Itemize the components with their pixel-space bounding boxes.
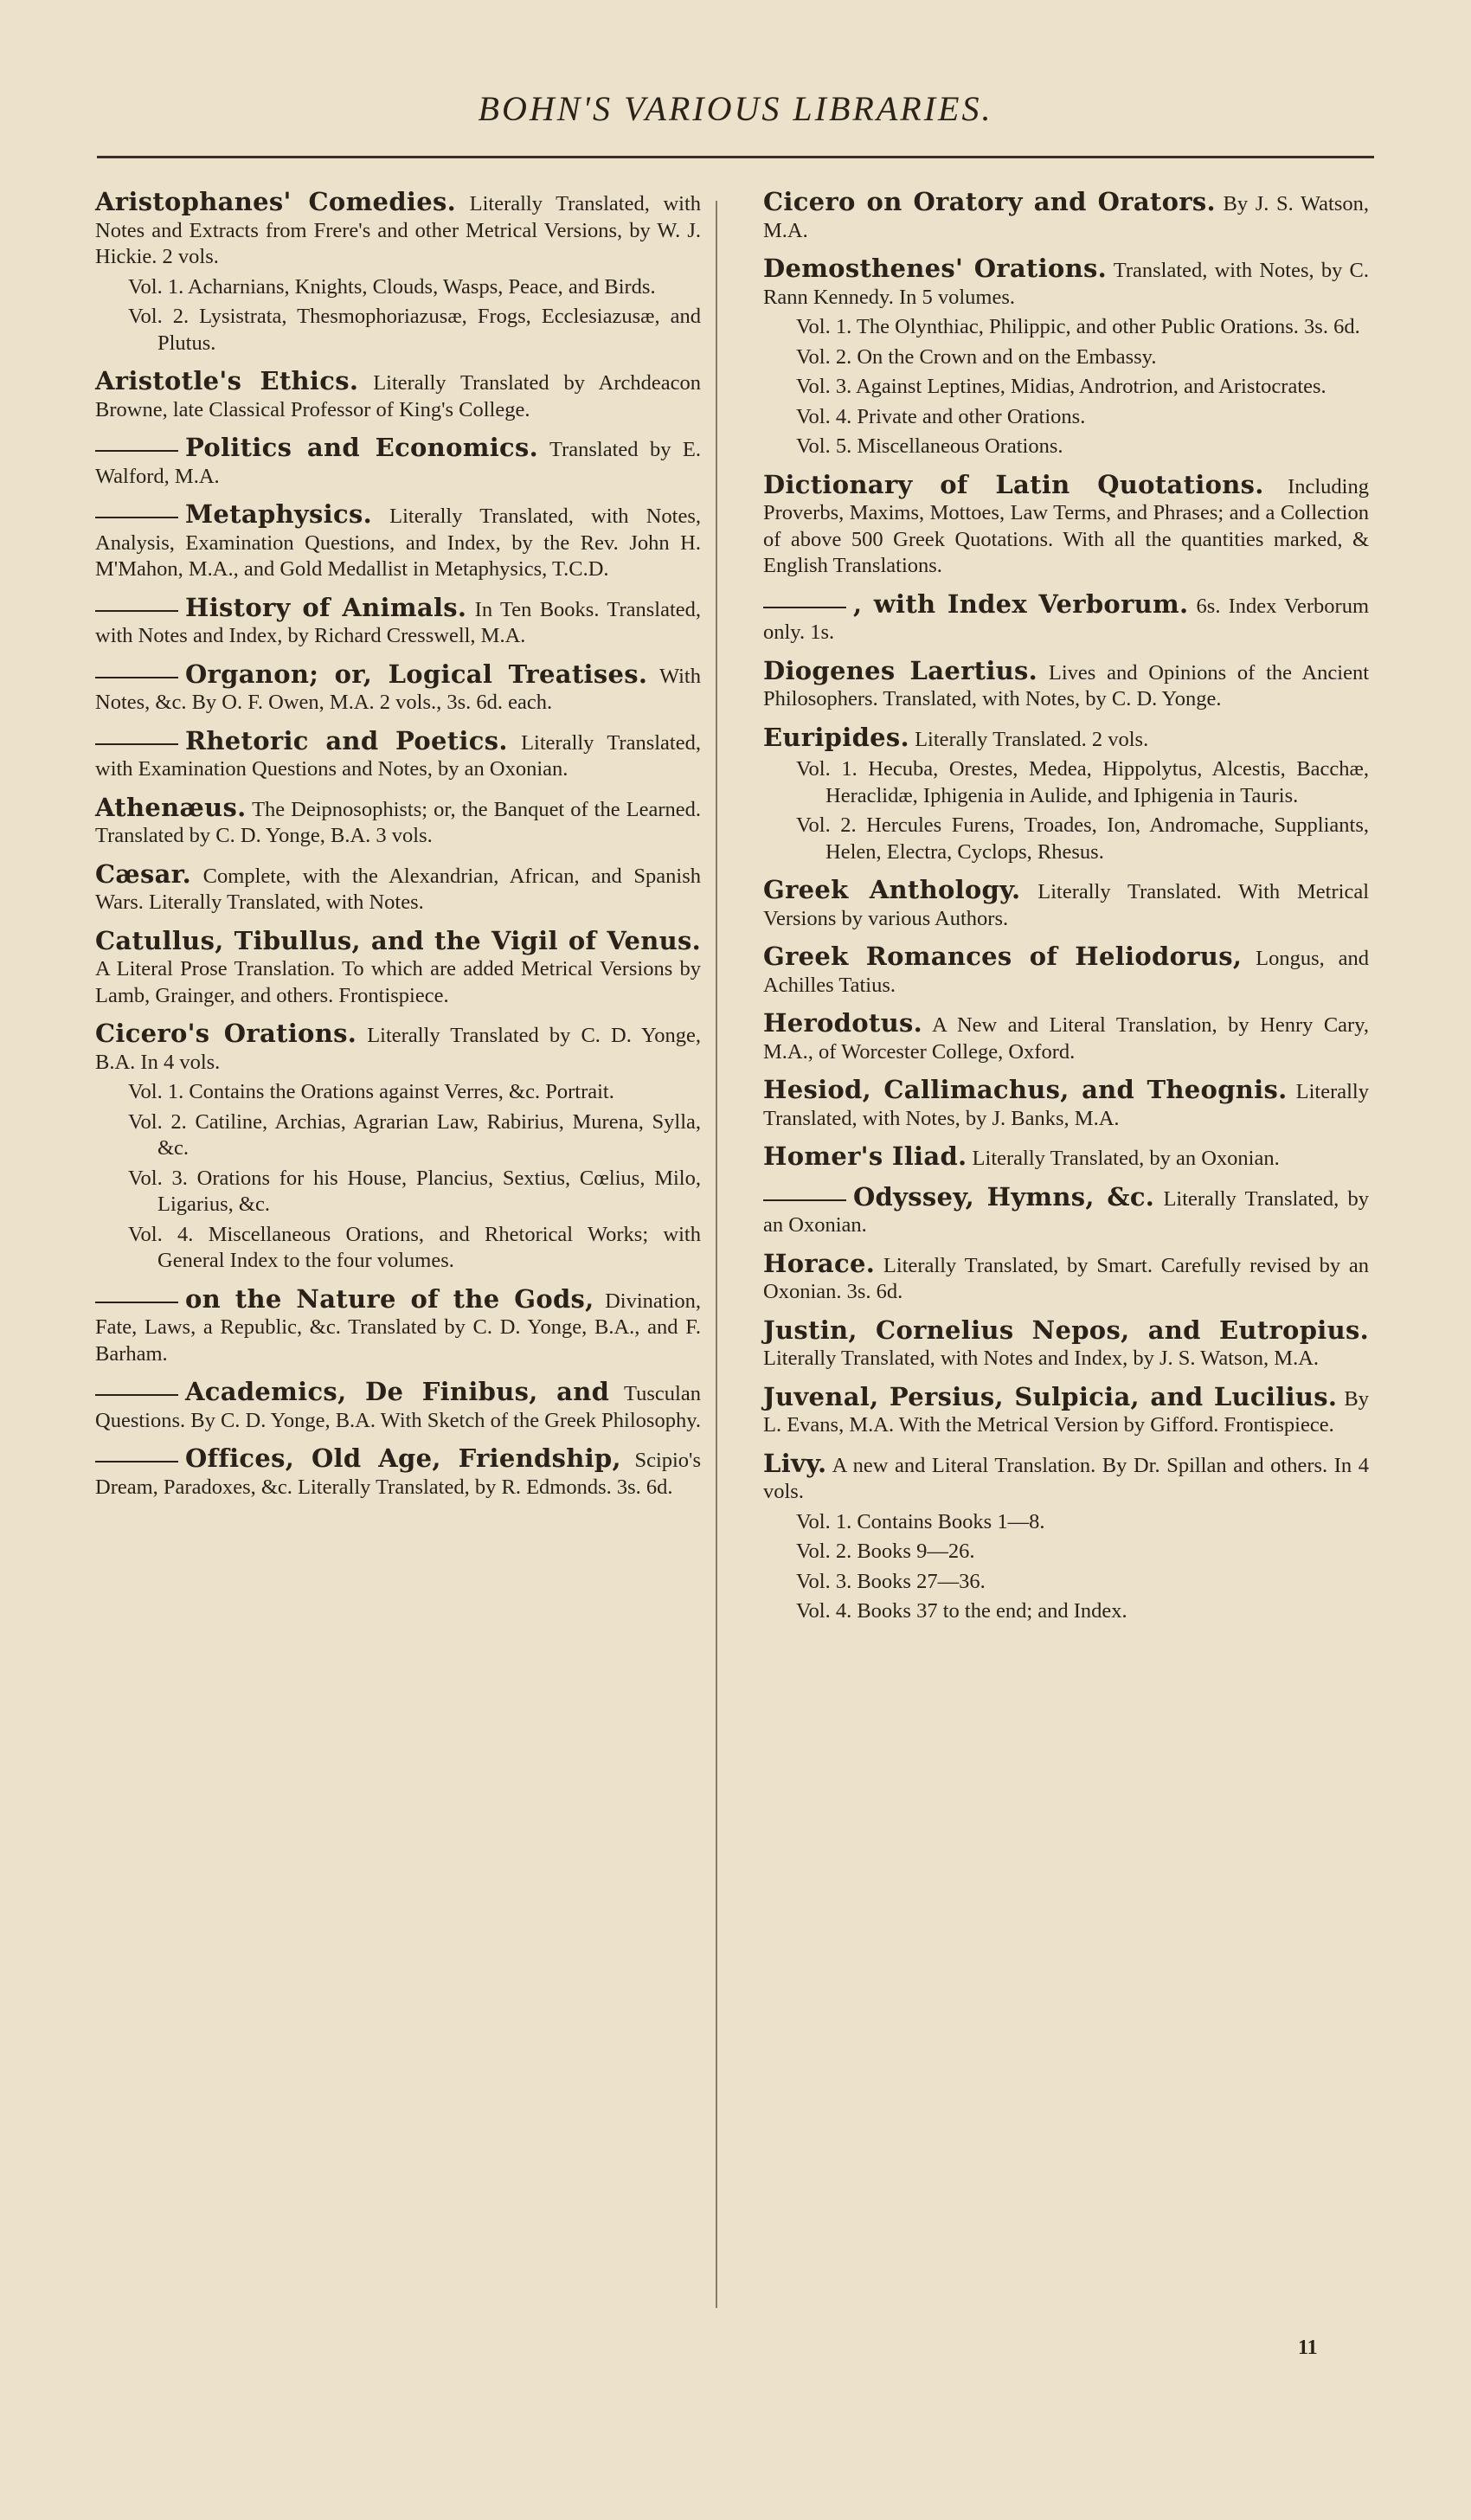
ditto-dash — [95, 677, 178, 678]
entry-description: Longus, and Achilles Tatius. — [763, 947, 1369, 997]
entry-description: With Notes, &c. By O. F. Owen, M.A. 2 vols., 3s. 6d. each. — [95, 664, 701, 714]
entry-title: Diogenes Laertius. — [763, 655, 1038, 685]
entry-title: Offices, Old Age, Friendship, — [185, 1443, 621, 1473]
catalogue-entry — [763, 255, 1369, 460]
volume-list — [128, 274, 701, 357]
ditto-dash — [763, 607, 846, 608]
entry-title: Cicero on Oratory and Orators. — [763, 187, 1216, 216]
entry-title: Politics and Economics. — [185, 433, 538, 462]
entry-title: Greek Anthology. — [763, 875, 1021, 904]
ditto-dash — [95, 1394, 178, 1396]
column-divider — [716, 201, 717, 2308]
entry-title: Demosthenes' Orations. — [763, 254, 1107, 283]
catalogue-entry — [95, 1020, 701, 1275]
catalogue-entry — [763, 1317, 1369, 1372]
ditto-dash — [95, 1302, 178, 1303]
entry-description: In Ten Books. Translated, with Notes and Index, by Richard Cresswell, M.A. — [95, 597, 702, 647]
entry-title: Aristotle's Ethics. — [95, 366, 359, 395]
volume-item: Vol. 3. Orations for his House, Plancius, Sextius, Cœlius, Milo, Ligarius, &c. — [128, 1166, 701, 1216]
catalogue-entry — [95, 189, 701, 357]
entry-title: Horace. — [763, 1248, 876, 1278]
entry-title: Rhetoric and Poetics. — [185, 725, 508, 755]
entry-description: Literally Translated, with Notes, by J. Banks, M.A. — [763, 1080, 1369, 1130]
volume-item: Vol. 1. Contains the Orations against Verres, &c. Portrait. — [128, 1080, 614, 1103]
entry-title: History of Animals. — [185, 592, 467, 622]
entry-title: on the Nature of the Gods, — [185, 1283, 594, 1314]
header-rule — [97, 156, 1374, 158]
volume-item: Vol. 2. Hercules Furens, Troades, Ion, Andromache, Suppliants, Helen, Electra, Cyclops, Rhesus. — [796, 813, 1369, 864]
catalogue-entry — [95, 794, 701, 850]
entry-description: Literally Translated, with Notes and Index, by J. S. Watson, M.A. — [763, 1347, 1320, 1370]
entry-title: Odyssey, Hymns, &c. — [853, 1181, 1155, 1212]
entry-description: Literally Translated, with Examination Questions and Notes, by an Oxonian. — [95, 730, 701, 781]
catalogue-entry — [763, 724, 1369, 866]
volume-item: Vol. 1. Hecuba, Orestes, Medea, Hippolytus, Alcestis, Bacchæ, Heraclidæ, Iphigenia in Aulide, and Iphigenia in Tauris. — [796, 757, 1369, 807]
entry-description: A New and Literal Translation, by Henry Cary, M.A., of Worcester College, Oxford. — [763, 1013, 1369, 1064]
entry-description: Literally Translated. With Metrical Versions by various Authors. — [763, 880, 1370, 930]
page-header: BOHN'S VARIOUS LIBRARIES. — [478, 89, 993, 128]
catalogue-entry — [95, 434, 701, 490]
catalogue-entry — [95, 501, 701, 583]
volume-item: Vol. 4. Books 37 to the end; and Index. — [796, 1599, 1127, 1623]
entry-title: , with Index Verborum. — [853, 588, 1189, 619]
catalogue-entry — [95, 1379, 701, 1434]
catalogue-entry — [95, 858, 701, 916]
entry-description: Lives and Opinions of the Ancient Philosophers. Translated, with Notes, by C. D. Yonge. — [763, 660, 1369, 710]
catalogue-entry — [763, 1450, 1369, 1625]
entry-description: Literally Translated, with Notes and Extracts from Frere's and other Metrical Versions, by W. J. Hickie. 2 vols. — [95, 192, 702, 268]
entry-title: Catullus, Tibullus, and the Vigil of Venus. — [95, 925, 701, 955]
entry-title: Cæsar. — [95, 858, 191, 889]
entry-description: Literally Translated by Archdeacon Browne, late Classical Professor of King's College. — [95, 371, 701, 421]
right-column — [763, 189, 1369, 1636]
volume-item: Vol. 1. Acharnians, Knights, Clouds, Wasps, Peace, and Birds. — [128, 274, 656, 299]
entry-description: Including Proverbs, Maxims, Mottoes, Law Terms, and Phrases; and a Collection of above 500 Greek Quotations. With all the quantities marked, & English Translations. — [763, 474, 1369, 577]
volume-item: Vol. 2. Catiline, Archias, Agrarian Law, Rabirius, Murena, Sylla, &c. — [128, 1109, 701, 1160]
catalogue-entry — [95, 1283, 701, 1368]
entry-description: A Literal Prose Translation. To which are added Metrical Versions by Lamb, Grainger, and others. Frontispiece. — [95, 957, 701, 1007]
volume-item: Vol. 2. Lysistrata, Thesmophoriazusæ, Frogs, Ecclesiazusæ, and Plutus. — [128, 305, 701, 355]
entry-description: Translated, with Notes, by C. Rann Kennedy. In 5 volumes. — [763, 259, 1369, 309]
entry-title: Organon; or, Logical Treatises. — [185, 659, 648, 689]
ditto-dash — [763, 1199, 846, 1201]
catalogue-entry — [95, 925, 701, 1010]
entry-description: Tusculan Questions. By C. D. Yonge, B.A. With Sketch of the Greek Philosophy. — [95, 1382, 701, 1432]
catalogue-entry — [763, 1077, 1369, 1132]
entry-description: Complete, with the Alexandrian, African, and Spanish Wars. Literally Translated, with Notes. — [95, 864, 701, 914]
volume-item: Vol. 3. Against Leptines, Midias, Androtrion, and Aristocrates. — [796, 375, 1326, 398]
volume-list — [796, 756, 1369, 865]
catalogue-entry — [95, 592, 702, 650]
entry-title: Greek Romances of Heliodorus, — [763, 942, 1243, 971]
entry-description: Scipio's Dream, Paradoxes, &c. Literally Translated, by R. Edmonds. 3s. 6d. — [95, 1449, 701, 1499]
catalogue-entry — [95, 725, 701, 783]
entry-title: Dictionary of Latin Quotations. — [763, 469, 1264, 499]
volume-list — [796, 1509, 1369, 1625]
entry-title: Hesiod, Callimachus, and Theognis. — [763, 1075, 1288, 1104]
ditto-dash — [95, 743, 178, 745]
volume-item: Vol. 1. Contains Books 1—8. — [796, 1509, 1045, 1533]
entry-title: Homer's Iliad. — [763, 1141, 967, 1171]
entry-title: Justin, Cornelius Nepos, and Eutropius. — [763, 1315, 1369, 1345]
entry-description: Literally Translated by C. D. Yonge, B.A. In 4 vols. — [95, 1024, 702, 1074]
volume-item: Vol. 4. Miscellaneous Orations, and Rhetorical Works; with General Index to the four volumes. — [128, 1222, 701, 1272]
entry-title: Academics, De Finibus, and — [185, 1377, 610, 1406]
volume-list — [796, 314, 1369, 460]
entry-title: Juvenal, Persius, Sulpicia, and Lucilius. — [763, 1381, 1338, 1411]
entry-description: Literally Translated, by an Oxonian. — [763, 1186, 1369, 1237]
entry-title: Herodotus. — [763, 1008, 922, 1038]
entry-description: By J. S. Watson, M.A. — [763, 192, 1370, 242]
catalogue-entry — [95, 368, 701, 423]
volume-list — [128, 1079, 701, 1275]
volume-item: Vol. 4. Private and other Orations. — [796, 404, 1086, 428]
entry-description: 6s. Index Verborum only. 1s. — [763, 594, 1370, 644]
catalogue-entry — [763, 469, 1369, 580]
ditto-dash — [95, 1461, 178, 1462]
entry-description: Literally Translated, by Smart. Carefully revised by an Oxonian. 3s. 6d. — [763, 1253, 1370, 1303]
ditto-dash — [95, 450, 178, 452]
entry-title: Cicero's Orations. — [95, 1019, 357, 1048]
catalogue-entry — [763, 943, 1369, 999]
entry-title: Euripides. — [763, 722, 909, 752]
catalogue-entry — [763, 1143, 1369, 1173]
catalogue-entry — [763, 1181, 1369, 1239]
volume-item: Vol. 2. On the Crown and on the Embassy. — [796, 344, 1157, 369]
catalogue-entry — [763, 1010, 1369, 1065]
catalogue-entry — [763, 877, 1369, 932]
catalogue-entry — [763, 1250, 1369, 1306]
entry-description: A new and Literal Translation. By Dr. Spillan and others. In 4 vols. — [763, 1453, 1369, 1503]
entry-description: Literally Translated, with Notes, Analysis, Examination Questions, and Index, by the Rev. John H. M'Mahon, M.A., and Gold Medallist in Metaphysics, T.C.D. — [95, 505, 701, 581]
entry-title: Aristophanes' Comedies. — [95, 187, 456, 216]
entry-title: Livy. — [763, 1448, 827, 1478]
catalogue-entry — [763, 655, 1369, 713]
volume-item: Vol. 2. Books 9—26. — [796, 1540, 975, 1563]
entry-description: The Deipnosophists; or, the Banquet of the Learned. Translated by C. D. Yonge, B.A. 3 vols. — [95, 797, 701, 847]
volume-item: Vol. 1. The Olynthiac, Philippic, and other Public Orations. 3s. 6d. — [796, 315, 1360, 338]
entry-title: Athenæus. — [95, 792, 247, 822]
catalogue-entry — [763, 588, 1370, 646]
entry-description: Translated by E. Walford, M.A. — [95, 438, 702, 488]
page-number: 11 — [1298, 2337, 1318, 2359]
ditto-dash — [95, 610, 178, 612]
volume-item: Vol. 5. Miscellaneous Orations. — [796, 434, 1063, 458]
volume-item: Vol. 3. Books 27—36. — [796, 1569, 986, 1593]
entry-description: By L. Evans, M.A. With the Metrical Version by Gifford. Frontispiece. — [763, 1386, 1369, 1437]
catalogue-entry — [95, 1445, 701, 1501]
ditto-dash — [95, 517, 178, 518]
entry-description: Divination, Fate, Laws, a Republic, &c. Translated by C. D. Yonge, B.A., and F. Barham. — [95, 1289, 701, 1366]
entry-description: Literally Translated, by an Oxonian. — [972, 1147, 1280, 1170]
entry-title: Metaphysics. — [185, 499, 372, 529]
entry-description: Literally Translated. 2 vols. — [915, 727, 1149, 751]
catalogue-entry — [763, 189, 1369, 244]
catalogue-entry — [763, 1381, 1369, 1439]
catalogue-entry — [95, 661, 701, 717]
left-column — [95, 189, 701, 1512]
